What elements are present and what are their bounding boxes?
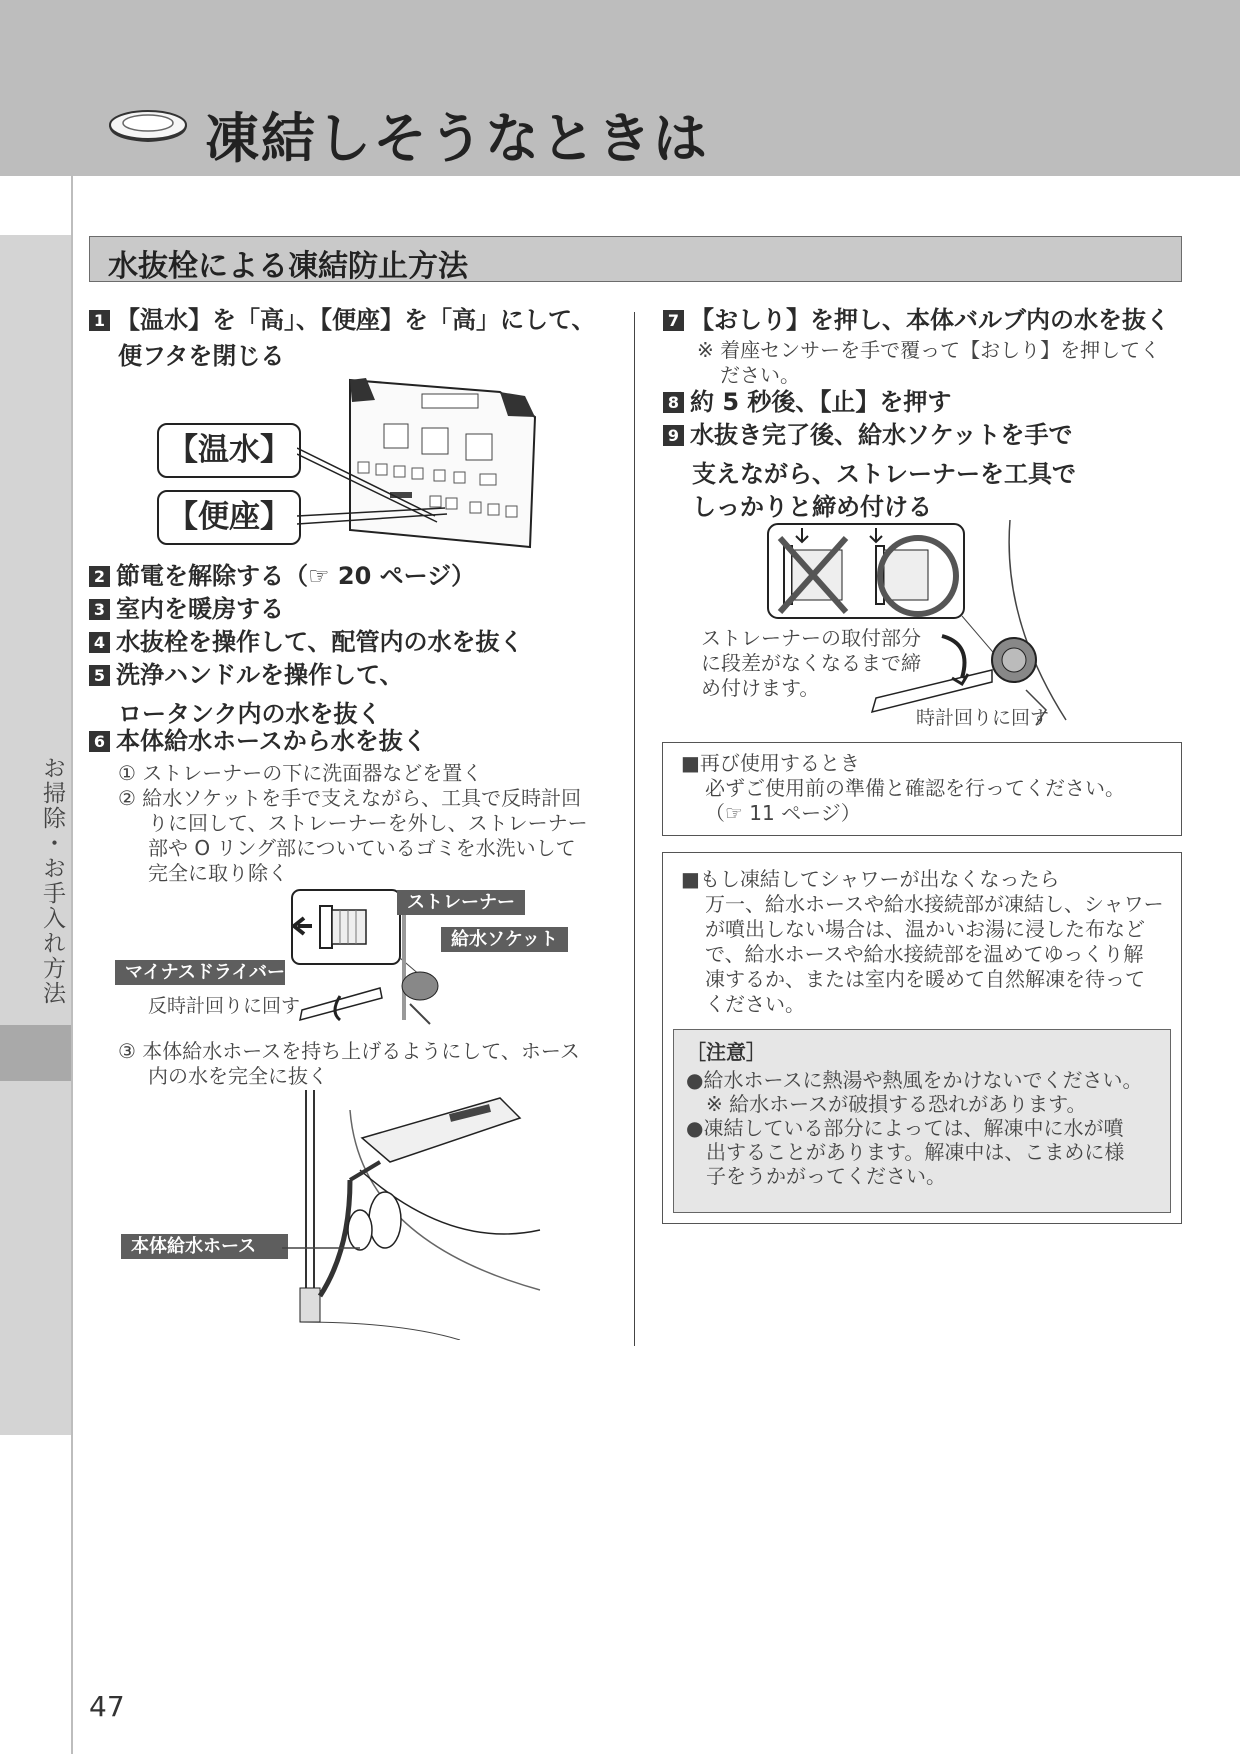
hose-leader-line xyxy=(282,1240,362,1256)
reuse-line2: （☞ 11 ページ） xyxy=(705,801,861,825)
step-number: 9 xyxy=(663,425,684,446)
step-text: 本体給水ホースから水を抜く xyxy=(116,727,427,755)
substep-3-line1: ③ 本体給水ホースを持ち上げるようにして、ホース xyxy=(118,1039,580,1063)
substep-2-line2: りに回して、ストレーナーを外し、ストレーナー xyxy=(148,811,588,835)
frozen-line3: で、給水ホースや給水接続部を温めてゆっくり解 xyxy=(705,942,1144,966)
caution-line2: ※ 給水ホースが破損する恐れがあります。 xyxy=(686,1092,1087,1116)
page-title: 凍結しそうなときは xyxy=(205,107,709,170)
step-7 xyxy=(663,304,1170,337)
caution-box xyxy=(673,1029,1171,1213)
section-heading xyxy=(89,236,1182,282)
step-1 xyxy=(89,304,596,337)
caution-title: ［注意］ xyxy=(686,1040,766,1064)
page-number: 47 xyxy=(89,1690,125,1723)
sidebar-chapter-label: お掃除・お手入れ方法 xyxy=(39,756,65,1006)
toilet-seat-icon xyxy=(104,106,188,148)
step-text: 水抜栓を操作して、配管内の水を抜く xyxy=(116,628,524,656)
strainer-note-line3: め付けます。 xyxy=(701,676,820,700)
strainer-note-line1: ストレーナーの取付部分 xyxy=(701,626,921,650)
step-number: 2 xyxy=(89,566,110,587)
caution-line5: 子をうかがってください。 xyxy=(686,1164,946,1188)
label-flathead-driver: マイナスドライバー xyxy=(115,960,285,985)
side-tab-indicator xyxy=(0,1025,72,1081)
caution-line1: ●給水ホースに熱湯や熱風をかけないでください。 xyxy=(686,1068,1143,1092)
step-8 xyxy=(663,386,951,419)
step-text: 【温水】を「高」、【便座】を「高」にして、 xyxy=(116,306,596,334)
step-number: 5 xyxy=(89,665,110,686)
label-clockwise: 時計回りに回す xyxy=(916,707,1050,729)
label-strainer: ストレーナー xyxy=(397,890,525,915)
step-9-line3: しっかりと締め付ける xyxy=(692,493,932,521)
step-text: 水抜き完了後、給水ソケットを手で xyxy=(690,421,1073,449)
callout-benza: 【便座】 xyxy=(157,490,301,545)
step-text: 約 5 秒後、【止】を押す xyxy=(690,388,952,416)
step-6 xyxy=(89,725,427,758)
step-9 xyxy=(663,419,1073,452)
step-number: 6 xyxy=(89,731,110,752)
frozen-title: ■もし凍結してシャワーが出なくなったら xyxy=(681,867,1060,891)
step-text: 洗浄ハンドルを操作して、 xyxy=(116,661,404,689)
strainer-note-line2: に段差がなくなるまで締 xyxy=(701,651,921,675)
step-7-note-line1: ※ 着座センサーを手で覆って【おしり】を押してく xyxy=(697,338,1161,362)
frozen-line1: 万一、給水ホースや給水接続部が凍結し、シャワー xyxy=(705,892,1164,916)
frozen-line4: 凍するか、または室内を暖めて自然解凍を待って xyxy=(705,967,1145,991)
step-text: 【おしり】を押し、本体バルブ内の水を抜く xyxy=(690,306,1170,334)
step-7-note-line2: ださい。 xyxy=(720,363,800,387)
step-text: 節電を解除する（☞ 20 ページ） xyxy=(116,562,476,590)
step-5-line2: ロータンク内の水を抜く xyxy=(118,700,382,728)
label-counterclockwise: 反時計回りに回す xyxy=(148,995,301,1017)
step-3 xyxy=(89,593,284,626)
sidebar-divider xyxy=(71,176,73,1754)
substep-2-line1: ② 給水ソケットを手で支えながら、工具で反時計回 xyxy=(118,786,582,810)
frozen-line5: ください。 xyxy=(705,992,805,1016)
substep-1: ① ストレーナーの下に洗面器などを置く xyxy=(118,761,483,785)
frozen-info-box xyxy=(662,852,1182,1224)
section-title: 水抜栓による凍結防止方法 xyxy=(108,249,468,284)
reuse-title: ■再び使用するとき xyxy=(681,751,860,775)
step-number: 1 xyxy=(89,310,110,331)
reuse-line1: 必ずご使用前の準備と確認を行ってください。 xyxy=(705,776,1125,800)
step-4 xyxy=(89,626,524,659)
substep-2-line3: 部や O リング部についているゴミを水洗いして xyxy=(148,836,576,860)
step-number: 3 xyxy=(89,599,110,620)
reuse-info-box xyxy=(662,742,1182,836)
callout-onsui: 【温水】 xyxy=(157,423,301,478)
step-text: 室内を暖房する xyxy=(116,595,284,623)
step-1-line2: 便フタを閉じる xyxy=(118,342,285,370)
callout-leader-lines xyxy=(297,440,457,540)
frozen-line2: が噴出しない場合は、温かいお湯に浸した布など xyxy=(705,917,1145,941)
step-9-line2: 支えながら、ストレーナーを工具で xyxy=(692,460,1076,488)
toilet-hose-illustration xyxy=(200,1090,580,1340)
substep-2-line4: 完全に取り除く xyxy=(148,861,288,885)
step-2 xyxy=(89,560,475,593)
label-main-supply-hose: 本体給水ホース xyxy=(121,1234,288,1259)
step-number: 4 xyxy=(89,632,110,653)
step-number: 7 xyxy=(663,310,684,331)
step-5 xyxy=(89,659,404,692)
caution-line4: 出することがあります。解凍中は、こまめに様 xyxy=(686,1140,1125,1164)
caution-line3: ●凍結している部分によっては、解凍中に水が噴 xyxy=(686,1116,1124,1140)
column-divider xyxy=(634,312,635,1346)
label-supply-socket: 給水ソケット xyxy=(441,927,568,952)
step-number: 8 xyxy=(663,392,684,413)
substep-3-line2: 内の水を完全に抜く xyxy=(148,1064,328,1088)
